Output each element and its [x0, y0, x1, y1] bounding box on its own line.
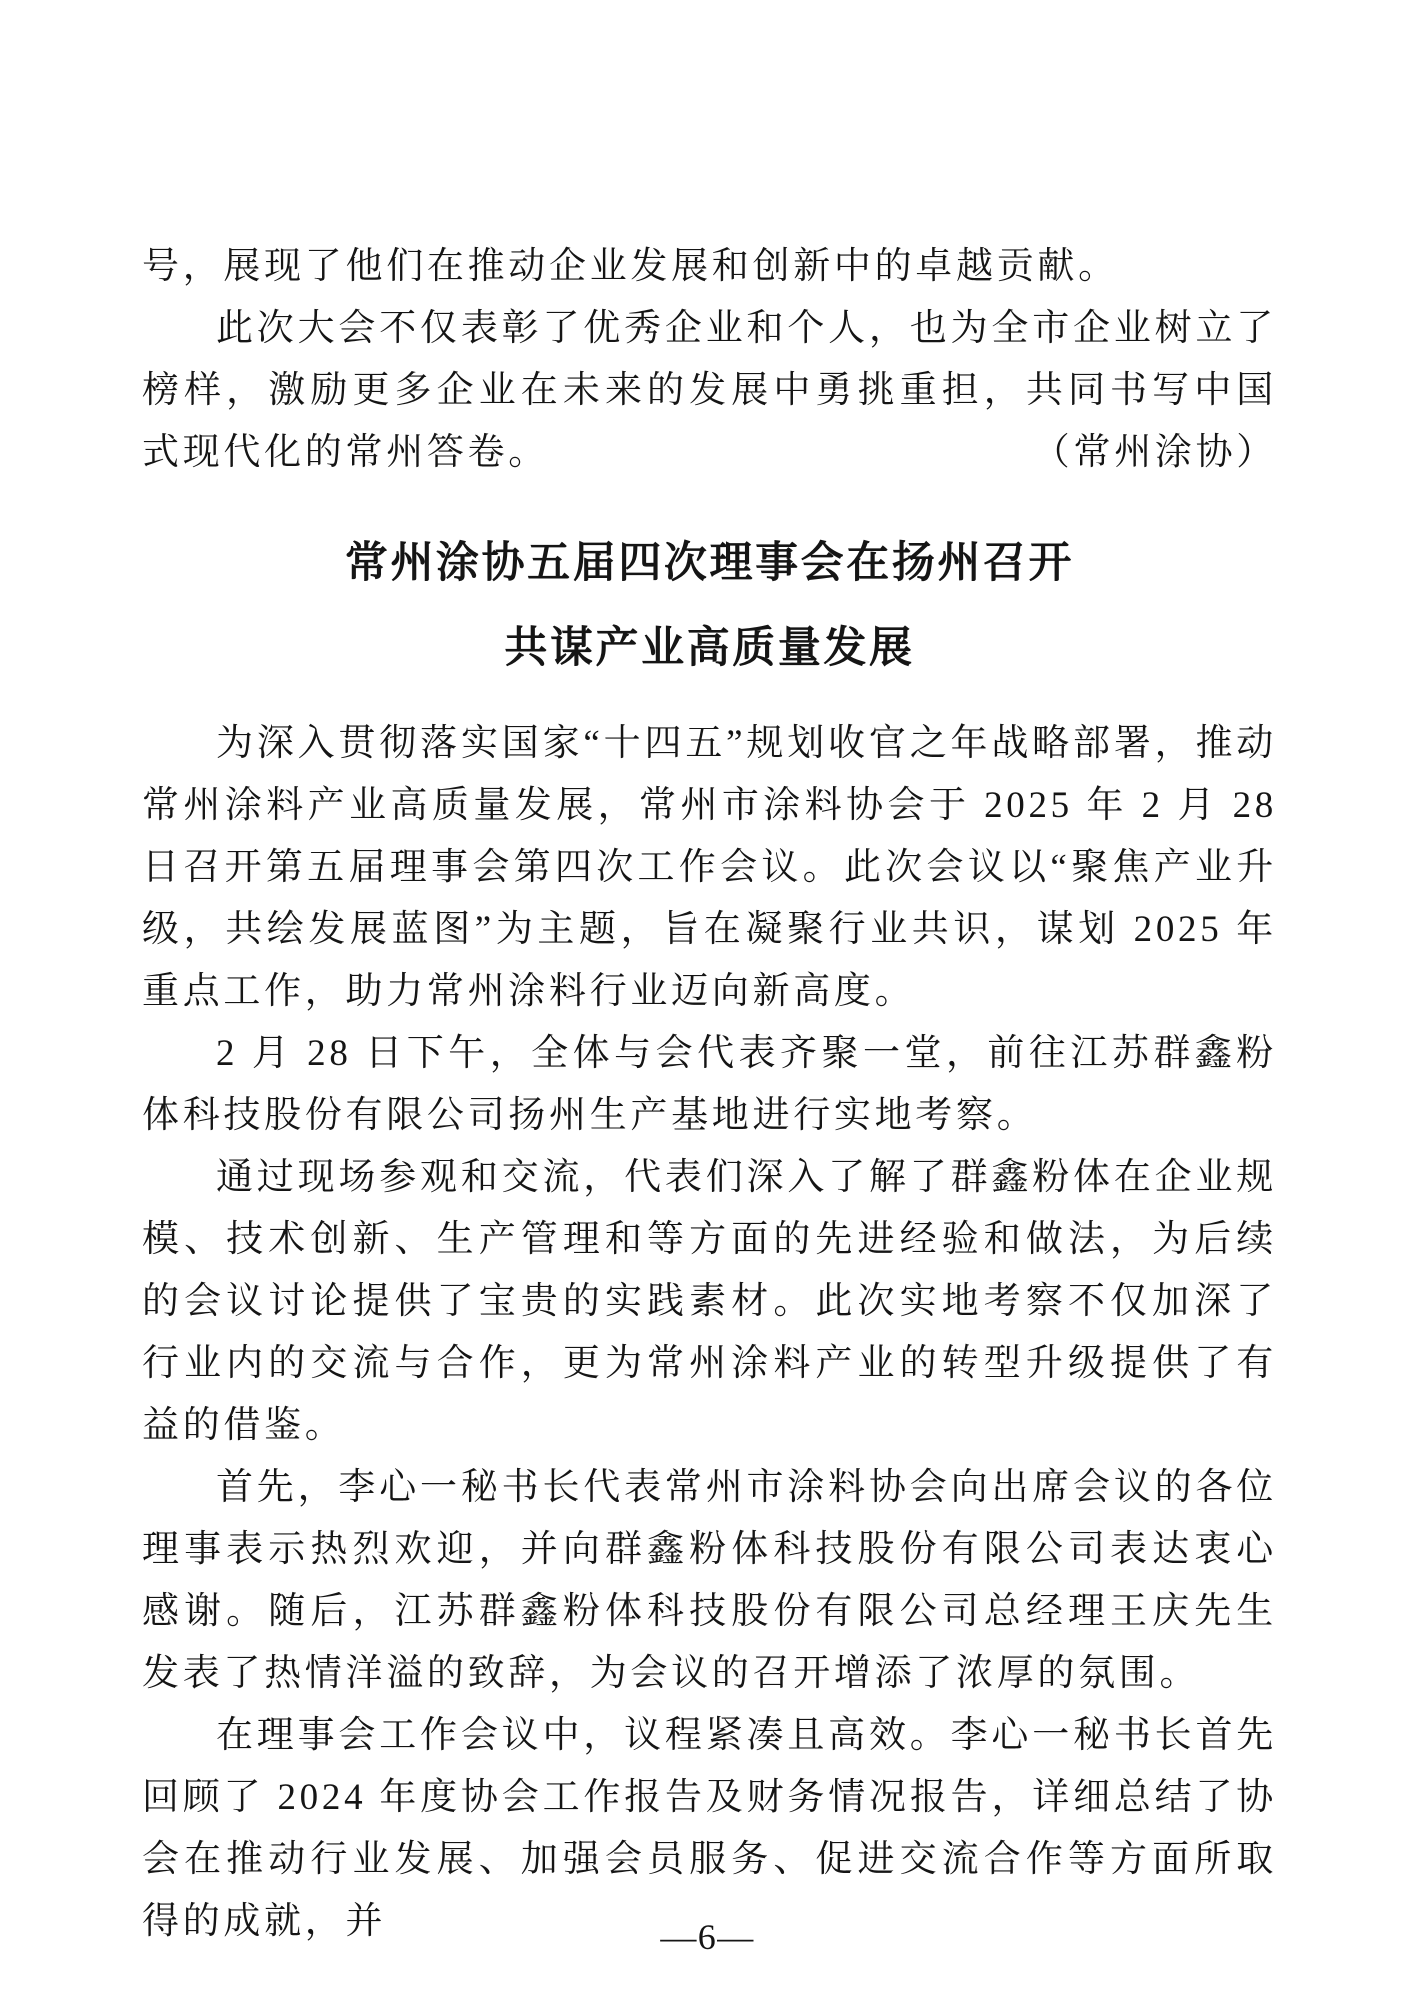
article-paragraph-4: 首先，李心一秘书长代表常州市涂料协会向出席会议的各位理事表示热烈欢迎，并向群鑫粉体科技股份有限公司表达衷心感谢。随后，江苏群鑫粉体科技股份有限公司总经理王庆先生发表了热情洋溢的致辞，为会议的召开增添了浓厚的氛围。 [142, 1466, 1277, 1694]
article-paragraph-3: 通过现场参观和交流，代表们深入了解了群鑫粉体在企业规模、技术创新、生产管理和等方面的先进经验和做法，为后续的会议讨论提供了宝贵的实践素材。此次实地考察不仅加深了行业内的交流与合作，更为常州涂料产业的转型升级提供了有益的借鉴。 [142, 1156, 1277, 1446]
article-paragraph-2: 2 月 28 日下午，全体与会代表齐聚一堂，前往江苏群鑫粉体科技股份有限公司扬州生产基地进行实地考察。 [142, 1032, 1277, 1136]
article-attribution: （常州涂协） [1032, 432, 1277, 473]
text-body [142, 236, 1277, 1953]
article-title-line2: 共谋产业高质量发展 [504, 625, 915, 673]
article-paragraph-1: 为深入贯彻落实国家“十四五”规划收官之年战略部署，推动常州涂料产业高质量发展，常州市涂料协会于 2025 年 2 月 28 日召开第五届理事会第四次工作会议。此次会议以“聚焦产业升级，共绘发展蓝图”为主题，旨在凝聚行业共识，谋划 2025 年重点工作，助力常州涂料行业迈向新高度。 [142, 722, 1277, 1012]
page-number: —6— [660, 1917, 755, 1957]
article-title-line1: 常州涂协五届四次理事会在扬州召开 [344, 540, 1075, 587]
continuation-tail-line: 号，展现了他们在推动企业发展和创新中的卓越贡献。 [142, 246, 1119, 287]
continuation-paragraph-text: 此次大会不仅表彰了优秀企业和个人，也为全市企业树立了榜样，激励更多企业在未来的发展中勇挑重担，共同书写中国式现代化的常州答卷。 [142, 308, 1277, 473]
article-paragraph-5: 在理事会工作会议中，议程紧凑且高效。李心一秘书长首先回顾了 2024 年度协会工作报告及财务情况报告，详细总结了协会在推动行业发展、加强会员服务、促进交流合作等方面所取得的成就，并 [142, 1714, 1277, 1942]
continuation-paragraph [142, 298, 1277, 484]
